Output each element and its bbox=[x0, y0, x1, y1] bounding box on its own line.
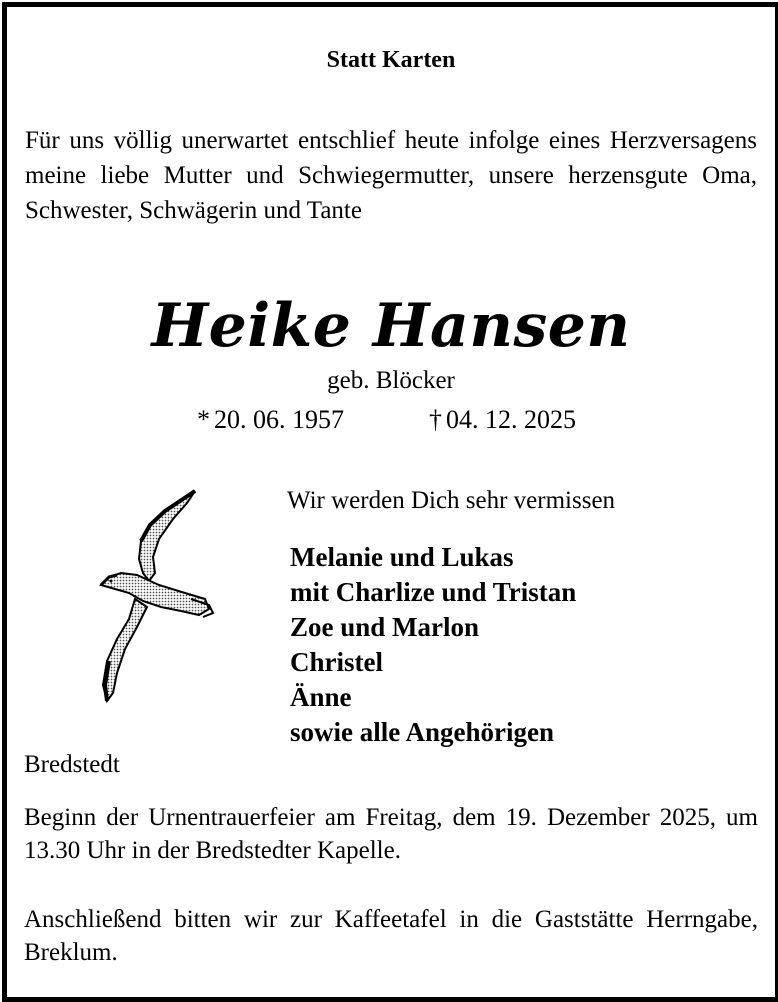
notice-heading: Statt Karten bbox=[326, 47, 456, 73]
birth-date-value: 20. 06. 1957 bbox=[214, 405, 344, 434]
cross-icon: † bbox=[429, 405, 442, 434]
intro-text: Für uns völlig unerwartet entschlief heute infolge eines Herzversagens meine liebe Mutter und Schwiegermutter, unsere herzensgute Oma, Schwester, Schwägerin und Tante bbox=[25, 127, 757, 224]
death-date bbox=[429, 405, 576, 435]
seagull-icon bbox=[95, 489, 215, 709]
obituary-notice bbox=[2, 2, 778, 1002]
mourners-list bbox=[290, 540, 576, 750]
birth-symbol-icon: * bbox=[197, 405, 210, 434]
ceremony-info: Beginn der Urnentrauerfeier am Freitag, dem 19. Dezember 2025, um 13.30 Uhr in der Bredstedter Kapelle. bbox=[24, 804, 758, 864]
reception-info: Anschließend bitten wir zur Kaffeetafel in die Gaststätte Herrngabe, Breklum. bbox=[24, 906, 758, 966]
maiden-name: geb. Blöcker bbox=[327, 367, 455, 394]
birth-date bbox=[197, 405, 344, 435]
mourner-line: Änne bbox=[290, 682, 352, 712]
death-date-value: 04. 12. 2025 bbox=[446, 405, 576, 434]
location: Bredstedt bbox=[24, 751, 120, 778]
mourner-line: Melanie und Lukas bbox=[290, 542, 514, 572]
farewell-line: Wir werden Dich sehr vermissen bbox=[287, 487, 616, 514]
deceased-name: Heike Hansen bbox=[151, 291, 631, 361]
mourner-line: sowie alle Angehörigen bbox=[290, 717, 554, 747]
mourner-line: mit Charlize und Tristan bbox=[290, 577, 577, 607]
mourner-line: Zoe und Marlon bbox=[290, 612, 480, 642]
mourner-line: Christel bbox=[290, 647, 383, 677]
